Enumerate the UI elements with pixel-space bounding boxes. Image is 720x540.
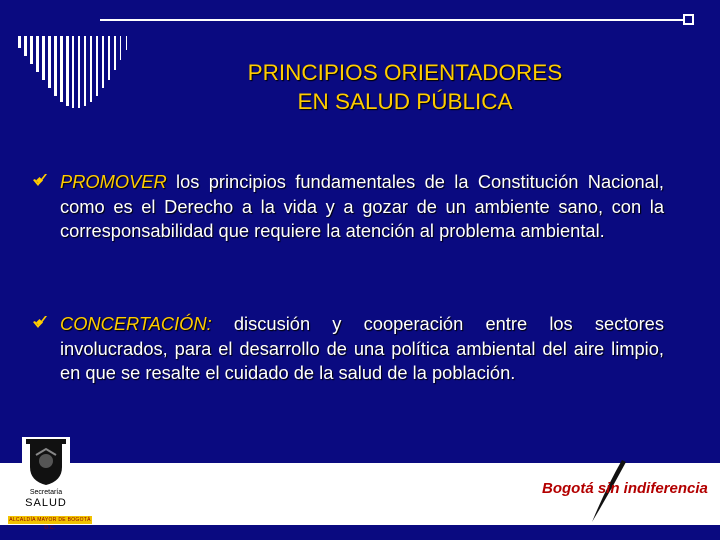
bullet-body: los principios fundamentales de la Constitución Nacional, como es el Derecho a la vida y a gozar de un ambiente sano, con la corresponsabilidad que requiere la atención al problema ambiental.: [60, 171, 664, 242]
title-line-1: PRINCIPIOS ORIENTADORES: [247, 60, 563, 85]
bullet-concertacion: [32, 312, 664, 386]
top-rule: [100, 19, 683, 21]
salud-label: SALUD: [25, 497, 67, 509]
bullet-text: [60, 170, 664, 244]
title-line-2: EN SALUD PÚBLICA: [297, 89, 513, 114]
slide-title: [180, 58, 630, 116]
slogan-sin-indiferencia: sin indiferencia: [597, 480, 708, 497]
slogan-logo: [542, 480, 712, 497]
bullet-lead: CONCERTACIÓN:: [60, 313, 212, 334]
alcaldia-label: ALCALDÍA MAYOR DE BOGOTÁ D.C.: [9, 517, 91, 531]
checkmark-diamond-icon: [32, 173, 48, 189]
secretaria-label: Secretaría: [29, 489, 63, 496]
corner-box: [683, 14, 694, 25]
bullet-text: [60, 312, 664, 386]
checkmark-diamond-icon: [32, 315, 48, 331]
bullet-lead: PROMOVER: [60, 171, 167, 192]
bullet-promover: [32, 170, 664, 244]
bullet-body: discusión y cooperación entre los sectores involucrados, para el desarrollo de una política ambiental del aire limpio, en que se resalte el cuidado de la salud de la población.: [60, 313, 664, 384]
footer-stripe: [0, 525, 720, 540]
decorative-bars: [18, 36, 198, 116]
slogan-bogota: Bogotá: [542, 480, 594, 497]
bogota-crest-icon: [22, 437, 70, 487]
